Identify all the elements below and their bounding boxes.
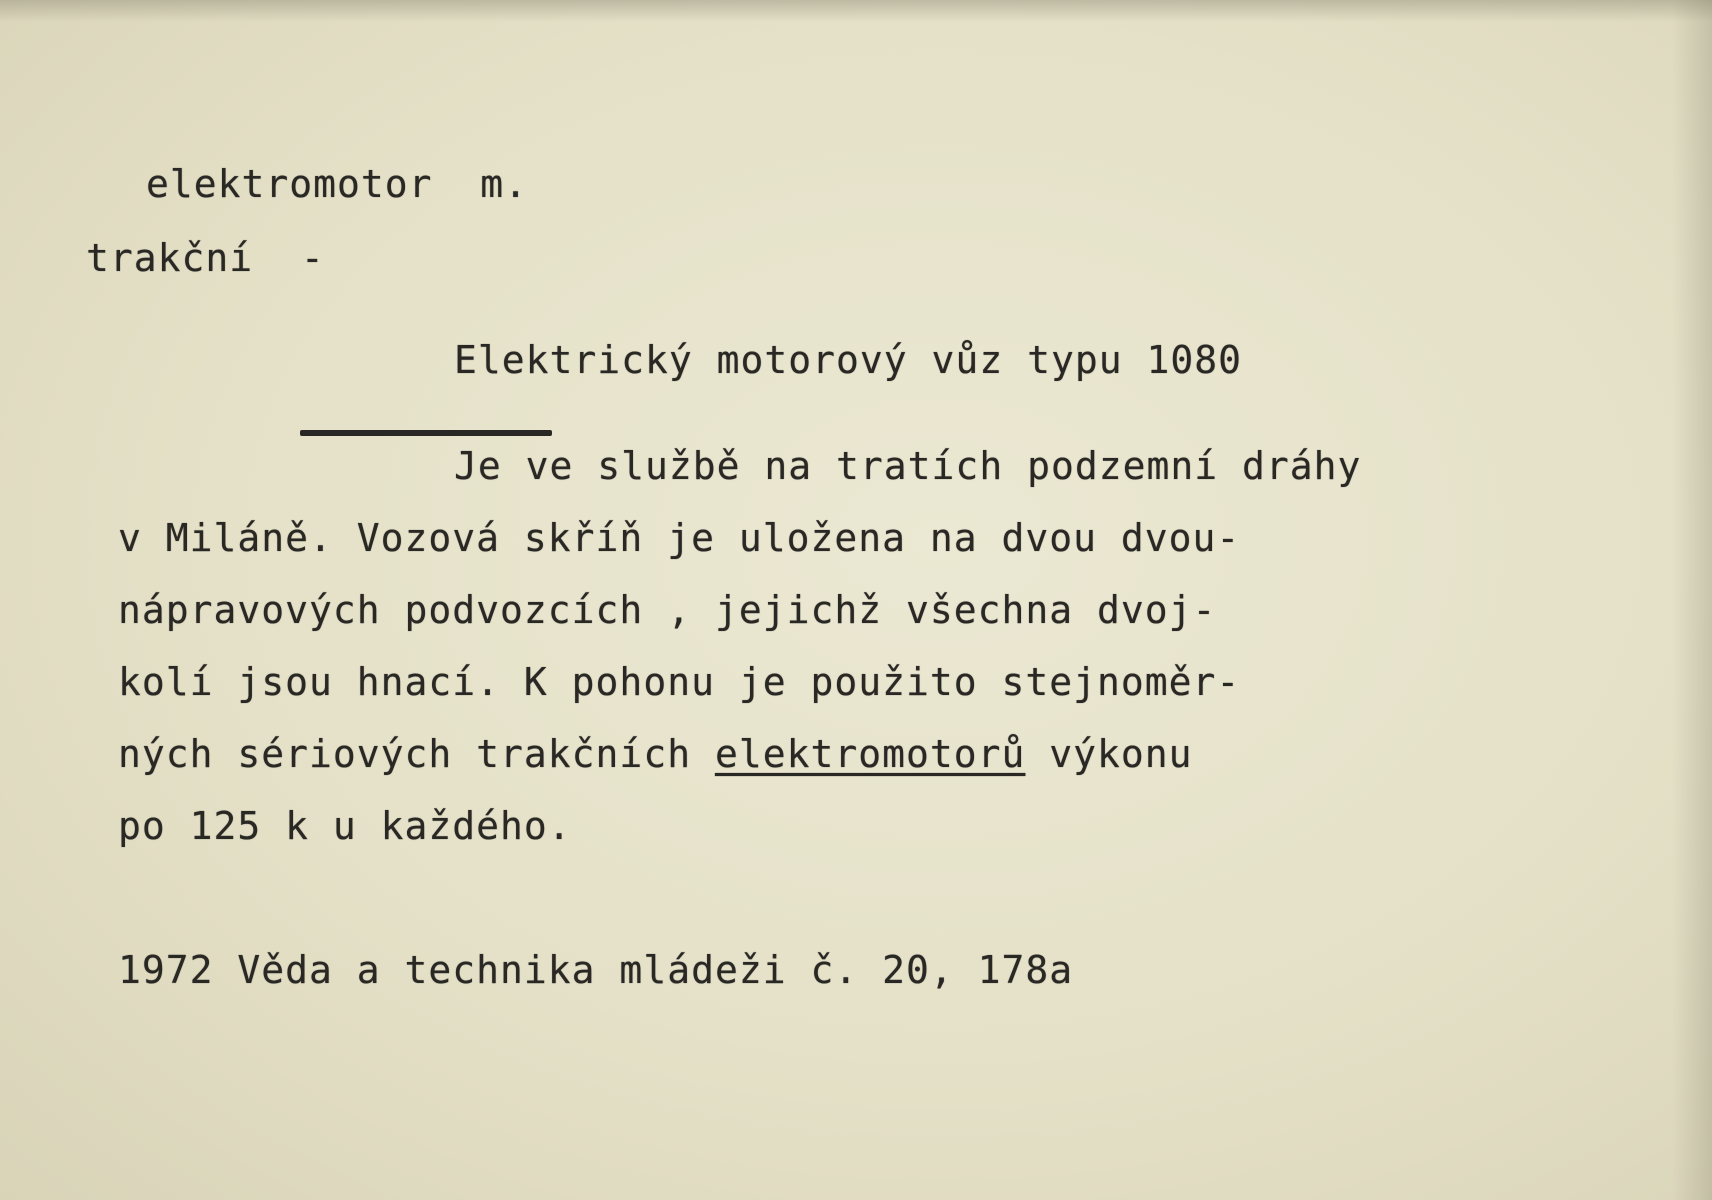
source-citation: 1972 Věda a technika mládeži č. 20, 178a (118, 948, 1074, 992)
body-line-1: Je ve službě na tratích podzemní dráhy (454, 444, 1362, 488)
headword: elektromotor m. (146, 162, 529, 206)
body-line-5-start: ných sériových trakčních (118, 732, 715, 776)
body-line-5-end: výkonu (1025, 732, 1193, 776)
example-title: Elektrický motorový vůz typu 1080 (454, 338, 1242, 382)
highlighted-term: elektromotorů (714, 732, 1026, 776)
card-top-edge-shadow (0, 0, 1712, 22)
body-line-3: nápravových podvozcích , jejichž všechna dvoj- (118, 588, 1217, 632)
body-line-5 (118, 732, 1193, 776)
divider-rule (300, 430, 552, 436)
body-line-6: po 125 k u každého. (118, 804, 572, 848)
body-line-2: v Miláně. Vozová skříň je uložena na dvou dvou- (118, 516, 1241, 560)
body-line-4: kolí jsou hnací. K pohonu je použito stejnoměr- (118, 660, 1241, 704)
card-right-edge-shadow (1672, 0, 1712, 1200)
subentry: trakční - (86, 236, 325, 280)
